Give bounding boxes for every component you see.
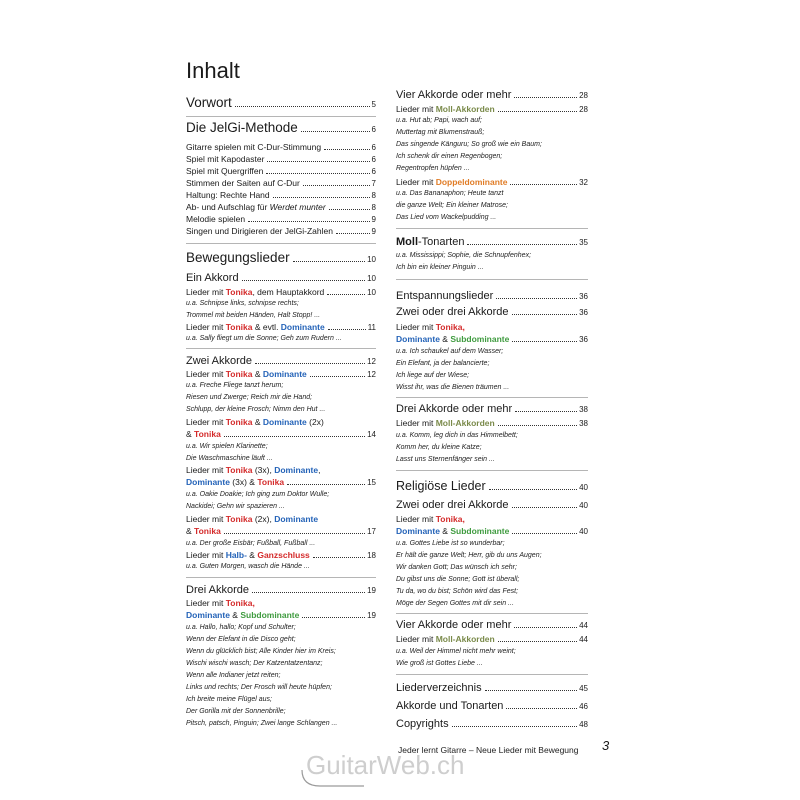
song-list: Wie groß ist Gottes Liebe ... bbox=[396, 660, 483, 667]
song-list: u.a. Wir spielen Klarinette; bbox=[186, 443, 268, 450]
entry-label bbox=[186, 287, 324, 298]
entry-label: Werdet munter bbox=[269, 202, 326, 212]
toc-entry[interactable] bbox=[186, 226, 376, 237]
entry-label bbox=[186, 202, 326, 213]
song-list: u.a. Ich schaukel auf dem Wasser; bbox=[396, 348, 504, 355]
entry-label: Tonika bbox=[194, 429, 221, 439]
toc-entry[interactable] bbox=[186, 190, 376, 201]
running-footer: Jeder lernt Gitarre – Neue Lieder mit Bewegung bbox=[398, 745, 579, 755]
entry-label: & bbox=[246, 550, 258, 560]
entry-label: Moll-Akkorden bbox=[435, 104, 495, 114]
page-ref: 28 bbox=[579, 91, 588, 100]
entry-label: & bbox=[439, 334, 451, 344]
entry-label bbox=[186, 369, 307, 380]
entry-label bbox=[186, 514, 318, 525]
toc-section-entspannung[interactable] bbox=[396, 290, 588, 303]
page-ref: 32 bbox=[579, 178, 588, 187]
entry-label: Stimmen der Saiten auf C-Dur bbox=[186, 178, 300, 188]
entry-label: Lieder mit bbox=[186, 465, 226, 475]
song-list: u.a. Schnipse links, schnipse rechts; bbox=[186, 300, 299, 307]
divider bbox=[396, 674, 588, 675]
dot-leader bbox=[510, 184, 577, 185]
entry-label bbox=[186, 429, 221, 440]
toc-entry[interactable] bbox=[186, 369, 376, 380]
dot-leader bbox=[498, 111, 577, 112]
song-list: Ich breite meine Flügel aus; bbox=[186, 696, 272, 703]
dot-leader bbox=[514, 627, 577, 628]
page-ref: 6 bbox=[371, 143, 376, 152]
entry-label: Dominante bbox=[186, 477, 230, 487]
toc-entry[interactable] bbox=[186, 287, 376, 298]
song-list: u.a. Oakie Doakie; Ich ging zum Doktor Wulle; bbox=[186, 491, 330, 498]
entry-label: & bbox=[252, 369, 263, 379]
entry-label: Tonika bbox=[257, 477, 285, 487]
entry-label: Tonika bbox=[225, 417, 253, 427]
entry-label bbox=[396, 236, 464, 249]
entry-label: Subdominante bbox=[450, 334, 510, 344]
page-ref: 35 bbox=[579, 238, 588, 247]
song-list: u.a. Guten Morgen, wasch die Hände ... bbox=[186, 563, 310, 570]
entry-label: Subdominante bbox=[240, 610, 300, 620]
page-ref: 40 bbox=[579, 501, 588, 510]
entry-label: Lieder mit bbox=[396, 418, 436, 428]
entry-label: Religiöse Lieder bbox=[396, 479, 486, 493]
song-list: Das singende Känguru; So groß wie ein Baum; bbox=[396, 141, 542, 148]
dot-leader bbox=[252, 592, 365, 593]
entry-label: , dem Hauptakkord bbox=[252, 287, 325, 297]
dot-leader bbox=[496, 298, 577, 299]
entry-label: Lieder mit bbox=[186, 514, 226, 524]
entry-label bbox=[186, 610, 299, 621]
entry-label: Melodie spielen bbox=[186, 214, 246, 224]
entry-label: Copyrights bbox=[396, 718, 449, 730]
entry-label: Dominante bbox=[274, 465, 319, 475]
toc-entry[interactable] bbox=[396, 634, 588, 645]
entry-label: Lieder mit bbox=[186, 369, 226, 379]
page-ref: 44 bbox=[579, 635, 588, 644]
entry-label: Doppeldominante bbox=[435, 177, 508, 187]
toc-entry[interactable] bbox=[186, 154, 376, 165]
dot-leader bbox=[485, 690, 577, 691]
song-list: Links und rechts; Der Frosch will heute hüpfen; bbox=[186, 684, 332, 691]
entry-label: Tonika bbox=[194, 526, 221, 536]
toc-entry-vier-akkorde[interactable] bbox=[396, 89, 588, 102]
entry-label: Lieder mit bbox=[396, 514, 436, 524]
page-ref: 15 bbox=[367, 478, 376, 487]
dot-leader bbox=[512, 533, 577, 534]
song-list: Lasst uns Sternenfänger sein ... bbox=[396, 456, 495, 463]
entry-label: Zwei oder drei Akkorde bbox=[396, 499, 509, 511]
page-ref: 18 bbox=[367, 551, 376, 560]
entry-label bbox=[186, 322, 325, 333]
page-ref: 40 bbox=[579, 527, 588, 536]
entry-label: Dominante bbox=[186, 610, 230, 620]
entry-label: Spiel mit Kapodaster bbox=[186, 154, 265, 164]
toc-entry[interactable] bbox=[186, 322, 376, 333]
toc-entry-drei-akkorde[interactable] bbox=[186, 584, 376, 597]
entry-label: Ab- und Aufschlag für bbox=[186, 202, 270, 212]
song-list: Muttertag mit Blumenstrauß; bbox=[396, 129, 485, 136]
dot-leader bbox=[301, 131, 370, 132]
toc-entry-ein-akkord[interactable] bbox=[186, 272, 376, 285]
divider bbox=[186, 243, 376, 244]
song-list: Er hält die ganze Welt; Herr, gib du uns Augen; bbox=[396, 552, 542, 559]
dot-leader bbox=[266, 173, 369, 174]
dot-leader bbox=[310, 376, 365, 377]
page-ref: 9 bbox=[371, 227, 376, 236]
entry-label: (3x), bbox=[252, 465, 275, 475]
page-ref: 40 bbox=[579, 483, 588, 492]
entry-label: & bbox=[252, 417, 263, 427]
song-list: Ich schenk dir einen Regenbogen; bbox=[396, 153, 503, 160]
entry-label bbox=[186, 598, 255, 609]
toc-entry-methode[interactable] bbox=[186, 120, 376, 138]
entry-label bbox=[396, 334, 509, 345]
toc-entry-cont[interactable] bbox=[186, 526, 376, 537]
page-ref: 10 bbox=[367, 274, 376, 283]
divider bbox=[186, 116, 376, 117]
song-list: Regentropfen hüpfen ... bbox=[396, 165, 470, 172]
song-list: Der Gorilla mit der Sonnenbrille; bbox=[186, 708, 286, 715]
entry-label bbox=[396, 526, 509, 537]
dot-leader bbox=[313, 557, 365, 558]
entry-label: Moll-Akkorden bbox=[435, 634, 495, 644]
page-ref: 36 bbox=[579, 335, 588, 344]
song-list: Tu da, wo du bist; Schön wird das Fest; bbox=[396, 588, 519, 595]
dot-leader bbox=[287, 484, 365, 485]
page-ref: 19 bbox=[367, 611, 376, 620]
page-ref: 6 bbox=[371, 155, 376, 164]
dot-leader bbox=[324, 149, 369, 150]
entry-label: & bbox=[186, 429, 195, 439]
entry-label: Tonika bbox=[225, 369, 253, 379]
song-list: Riesen und Zwerge; Reich mir die Hand; bbox=[186, 394, 313, 401]
entry-label: Lieder mit bbox=[396, 177, 436, 187]
page-ref: 10 bbox=[367, 288, 376, 297]
toc-entry-vorwort[interactable] bbox=[186, 95, 376, 113]
entry-label: Vorwort bbox=[186, 95, 232, 110]
entry-label: Singen und Dirigieren der JelGi-Zahlen bbox=[186, 226, 333, 236]
entry-label bbox=[396, 514, 465, 525]
dot-leader bbox=[293, 261, 366, 262]
divider bbox=[396, 228, 588, 229]
song-list: Pitsch, patsch, Pinguin; Zwei lange Schlangen ... bbox=[186, 720, 338, 727]
entry-label: Moll bbox=[396, 236, 418, 248]
page-ref: 12 bbox=[367, 357, 376, 366]
song-list: u.a. Hut ab; Papi, wach auf; bbox=[396, 117, 482, 124]
entry-label: & bbox=[229, 610, 241, 620]
toc-entry[interactable] bbox=[396, 499, 588, 512]
entry-label: Liederverzeichnis bbox=[396, 682, 482, 694]
song-list: u.a. Hallo, hallo; Kopf und Schulter; bbox=[186, 624, 296, 631]
toc-entry-cont[interactable] bbox=[186, 610, 376, 621]
page-ref: 10 bbox=[367, 255, 376, 264]
page-ref: 45 bbox=[579, 684, 588, 693]
toc-entry[interactable] bbox=[186, 202, 376, 213]
dot-leader bbox=[498, 641, 577, 642]
entry-label: Tonika, bbox=[225, 598, 255, 608]
divider bbox=[396, 613, 588, 614]
entry-label: Entspannungslieder bbox=[396, 290, 494, 302]
dot-leader bbox=[248, 221, 369, 222]
song-list: Wir danken Gott; Das wünsch ich sehr; bbox=[396, 564, 517, 571]
dot-leader bbox=[327, 294, 365, 295]
toc-section-religioes[interactable] bbox=[396, 480, 588, 494]
entry-label: Dominante bbox=[396, 334, 440, 344]
dot-leader bbox=[303, 185, 370, 186]
entry-label: Lieder mit bbox=[186, 322, 226, 332]
entry-label bbox=[186, 465, 320, 476]
entry-label: Tonika bbox=[225, 322, 253, 332]
toc-entry[interactable] bbox=[396, 177, 588, 188]
song-list: Trommel mit beiden Händen, Halt Stopp! ... bbox=[186, 312, 321, 319]
page-ref: 46 bbox=[579, 702, 588, 711]
toc-entry[interactable] bbox=[396, 322, 588, 333]
toc-entry[interactable] bbox=[396, 403, 588, 416]
entry-label: Drei Akkorde oder mehr bbox=[396, 403, 513, 415]
dot-leader bbox=[302, 617, 365, 618]
entry-label: Dominante bbox=[280, 322, 325, 332]
toc-entry[interactable] bbox=[186, 178, 376, 189]
song-list: Das Lied vom Wackelpudding ... bbox=[396, 214, 497, 221]
dot-leader bbox=[512, 341, 577, 342]
song-list: u.a. Das Bananaphon; Heute tanzt bbox=[396, 190, 504, 197]
toc-entry[interactable] bbox=[396, 514, 588, 525]
dot-leader bbox=[273, 197, 370, 198]
entry-label: Bewegungslieder bbox=[186, 250, 290, 265]
divider bbox=[396, 470, 588, 471]
song-list: u.a. Gottes Liebe ist so wunderbar; bbox=[396, 540, 505, 547]
entry-label: Tonika bbox=[225, 465, 253, 475]
entry-label: Lieder mit bbox=[186, 598, 226, 608]
entry-label: Tonika bbox=[225, 287, 253, 297]
song-list: Komm her, du kleine Katze; bbox=[396, 444, 482, 451]
toc-entry[interactable] bbox=[186, 465, 376, 476]
dot-leader bbox=[489, 489, 577, 490]
toc-entry[interactable] bbox=[396, 418, 588, 429]
page-ref: 8 bbox=[371, 203, 376, 212]
divider bbox=[186, 577, 376, 578]
toc-entry[interactable] bbox=[186, 166, 376, 177]
song-list: u.a. Weil der Himmel nicht mehr weint; bbox=[396, 648, 516, 655]
page-ref: 9 bbox=[371, 215, 376, 224]
entry-label bbox=[396, 322, 465, 333]
entry-label: Dominante bbox=[274, 514, 319, 524]
entry-label: Lieder mit bbox=[396, 322, 436, 332]
page-ref: 12 bbox=[367, 370, 376, 379]
page-ref: 11 bbox=[367, 323, 376, 332]
dot-leader bbox=[328, 329, 366, 330]
song-list: u.a. Mississippi; Sophie, die Schnupfenhex; bbox=[396, 252, 532, 259]
toc-entry-liederverzeichnis[interactable] bbox=[396, 682, 588, 695]
song-list: Möge der Segen Gottes mit dir sein ... bbox=[396, 600, 514, 607]
dot-leader bbox=[452, 726, 578, 727]
page-ref: 14 bbox=[367, 430, 376, 439]
entry-label: (2x) bbox=[306, 417, 324, 427]
song-list: u.a. Sally fliegt um die Sonne; Geh zum Rudern ... bbox=[186, 335, 342, 342]
divider bbox=[186, 348, 376, 349]
song-list: Ein Elefant, ja der balancierte; bbox=[396, 360, 490, 367]
entry-label: Haltung: Rechte Hand bbox=[186, 190, 270, 200]
dot-leader bbox=[224, 436, 365, 437]
page-ref: 6 bbox=[371, 167, 376, 176]
dot-leader bbox=[506, 708, 577, 709]
entry-label: Zwei Akkorde bbox=[186, 355, 253, 367]
page-ref: 6 bbox=[371, 125, 376, 134]
entry-label: & bbox=[439, 526, 451, 536]
toc-entry[interactable] bbox=[186, 598, 376, 609]
entry-label: Lieder mit bbox=[186, 550, 226, 560]
entry-label: & bbox=[186, 526, 195, 536]
toc-section-bewegung[interactable] bbox=[186, 250, 376, 268]
entry-label bbox=[396, 177, 507, 188]
entry-label: Lieder mit bbox=[186, 417, 226, 427]
entry-label bbox=[396, 634, 495, 645]
toc-entry-cont[interactable] bbox=[396, 334, 588, 345]
entry-label bbox=[396, 418, 495, 429]
toc-entry-moll-tonarten[interactable] bbox=[396, 236, 588, 249]
song-list: Wisst ihr, was die Bienen träumen ... bbox=[396, 384, 510, 391]
toc-entry[interactable] bbox=[186, 417, 376, 428]
song-list: Wenn alle Indianer jetzt reiten; bbox=[186, 672, 281, 679]
entry-label bbox=[396, 104, 495, 115]
toc-entry-cont[interactable] bbox=[186, 429, 376, 440]
entry-label: Halb- bbox=[225, 550, 247, 560]
entry-label: Die JelGi-Methode bbox=[186, 120, 298, 135]
song-list: u.a. Freche Fliege tanzt herum; bbox=[186, 382, 284, 389]
divider bbox=[396, 279, 588, 280]
toc-entry[interactable] bbox=[186, 142, 376, 153]
page-ref: 36 bbox=[579, 292, 588, 301]
toc-entry[interactable] bbox=[186, 214, 376, 225]
page-title: Inhalt bbox=[186, 58, 240, 83]
page-ref: 44 bbox=[579, 621, 588, 630]
entry-label: Lieder mit bbox=[186, 287, 226, 297]
entry-label: Moll-Akkorden bbox=[435, 418, 495, 428]
song-list: Wenn du glücklich bist; Alle Kinder hier im Kreis; bbox=[186, 648, 336, 655]
song-list: Die Waschmaschine läuft ... bbox=[186, 455, 273, 462]
toc-entry-akkorde-tonarten[interactable] bbox=[396, 700, 588, 713]
watermark-logo bbox=[300, 742, 530, 792]
entry-label bbox=[186, 417, 324, 428]
toc-entry-copyrights[interactable] bbox=[396, 718, 588, 731]
song-list: Ich bin ein kleiner Pinguin ... bbox=[396, 264, 484, 271]
entry-label: Tonika, bbox=[435, 514, 465, 524]
toc-entry[interactable] bbox=[396, 104, 588, 115]
dot-leader bbox=[242, 280, 366, 281]
toc-entry-cont[interactable] bbox=[186, 477, 376, 488]
dot-leader bbox=[255, 363, 365, 364]
entry-label: Vier Akkorde oder mehr bbox=[396, 89, 512, 101]
entry-label: -Tonarten bbox=[418, 236, 465, 248]
divider bbox=[396, 397, 588, 398]
entry-label: Dominante bbox=[262, 369, 307, 379]
entry-label: (3x) & bbox=[229, 477, 258, 487]
toc-entry[interactable] bbox=[396, 306, 588, 319]
song-list: Nackidei; Gehn wir spazieren ... bbox=[186, 503, 285, 510]
page-ref: 38 bbox=[579, 419, 588, 428]
entry-label: Zwei oder drei Akkorde bbox=[396, 306, 509, 318]
dot-leader bbox=[336, 233, 370, 234]
toc-entry[interactable] bbox=[396, 619, 588, 632]
entry-label: Dominante bbox=[262, 417, 307, 427]
entry-label: Spiel mit Quergriffen bbox=[186, 166, 264, 176]
song-list: Wenn der Elefant in die Disco geht; bbox=[186, 636, 296, 643]
song-list: Wischi wischi wasch; Der Katzentatzentanz; bbox=[186, 660, 323, 667]
entry-label bbox=[186, 550, 310, 561]
entry-label: Ganzschluss bbox=[257, 550, 310, 560]
entry-label bbox=[186, 477, 284, 488]
entry-label: Dominante bbox=[396, 526, 440, 536]
entry-label: Ein Akkord bbox=[186, 272, 239, 284]
entry-label bbox=[186, 526, 221, 537]
song-list: u.a. Der große Eisbär; Fußball, Fußball ... bbox=[186, 540, 316, 547]
song-list: die ganze Welt; Ein kleiner Matrose; bbox=[396, 202, 508, 209]
page-ref: 19 bbox=[367, 586, 376, 595]
page-ref: 28 bbox=[579, 105, 588, 114]
song-list: Schlupp, der kleine Frosch; Nimm den Hut ... bbox=[186, 406, 326, 413]
song-list: Ich liege auf der Wiese; bbox=[396, 372, 470, 379]
dot-leader bbox=[498, 425, 577, 426]
toc-entry[interactable] bbox=[186, 514, 376, 525]
entry-label: Tonika bbox=[225, 514, 253, 524]
dot-leader bbox=[515, 411, 577, 412]
page-ref: 5 bbox=[371, 100, 376, 109]
song-list: Du gibst uns die Sonne; Gott ist überall; bbox=[396, 576, 520, 583]
entry-label: Gitarre spielen mit C-Dur-Stimmung bbox=[186, 142, 322, 152]
entry-label: Subdominante bbox=[450, 526, 510, 536]
entry-label: Lieder mit bbox=[396, 634, 436, 644]
page-ref: 36 bbox=[579, 308, 588, 317]
dot-leader bbox=[329, 209, 370, 210]
page-ref: 7 bbox=[371, 179, 376, 188]
dot-leader bbox=[467, 244, 577, 245]
song-list: u.a. Komm, leg dich in das Himmelbett; bbox=[396, 432, 518, 439]
page-ref: 38 bbox=[579, 405, 588, 414]
entry-label: Drei Akkorde bbox=[186, 584, 249, 596]
page-number: 3 bbox=[602, 738, 610, 753]
entry-label: Vier Akkorde oder mehr bbox=[396, 619, 512, 631]
entry-label: & evtl. bbox=[252, 322, 281, 332]
watermark-text: GuitarWeb.ch bbox=[306, 750, 465, 780]
entry-label: (2x), bbox=[252, 514, 275, 524]
dot-leader bbox=[267, 161, 369, 162]
dot-leader bbox=[235, 106, 370, 107]
page-ref: 48 bbox=[579, 720, 588, 729]
toc-entry-cont[interactable] bbox=[396, 526, 588, 537]
dot-leader bbox=[514, 97, 577, 98]
entry-label: Lieder mit bbox=[396, 104, 436, 114]
toc-entry-zwei-akkorde[interactable] bbox=[186, 355, 376, 368]
dot-leader bbox=[224, 533, 365, 534]
toc-entry[interactable] bbox=[186, 550, 376, 561]
page-ref: 17 bbox=[367, 527, 376, 536]
page-ref: 8 bbox=[371, 191, 376, 200]
dot-leader bbox=[512, 507, 578, 508]
dot-leader bbox=[512, 314, 578, 315]
entry-label: Akkorde und Tonarten bbox=[396, 700, 504, 712]
entry-label: , bbox=[318, 465, 321, 475]
entry-label: Tonika, bbox=[435, 322, 465, 332]
